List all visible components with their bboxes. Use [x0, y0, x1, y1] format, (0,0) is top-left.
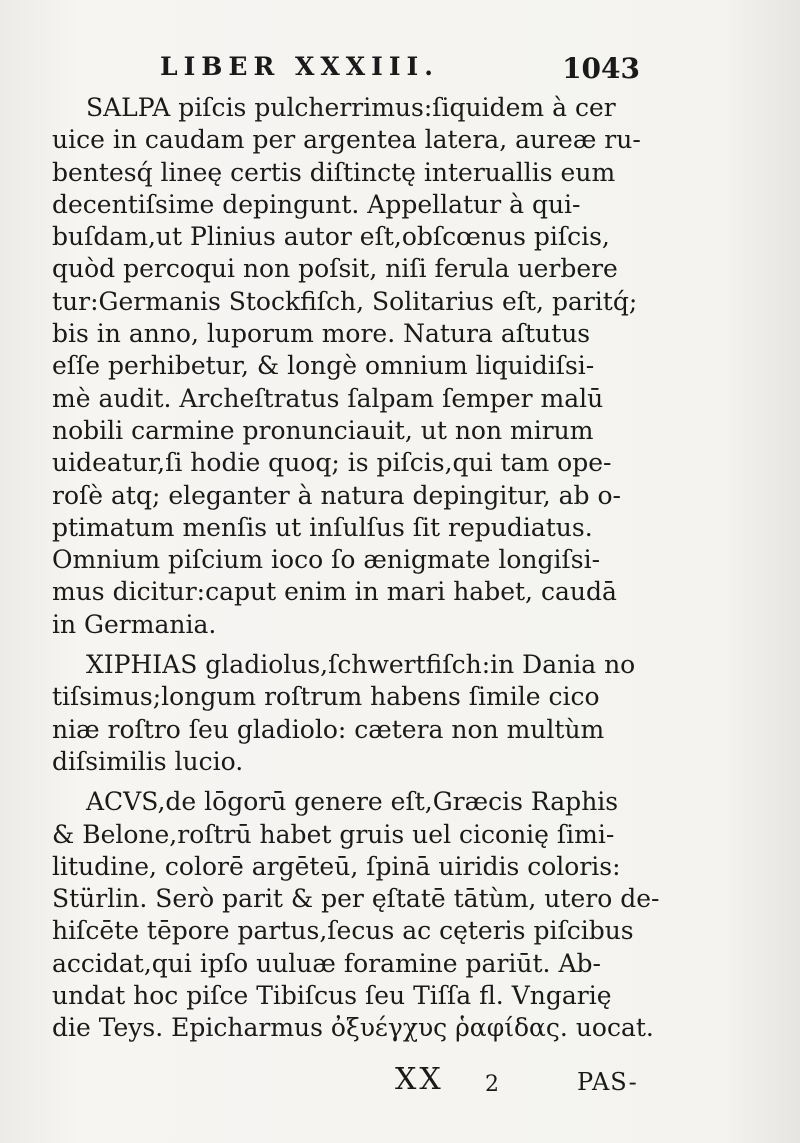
signature-number: 2: [485, 1072, 499, 1097]
text-line: tur:Germanis Stockfiſch, Solitarius eſt, paritq́;: [52, 286, 638, 316]
text-line: & Belone,roſtrū habet gruis uel ciconię ſimi-: [52, 819, 615, 849]
paragraph-gap: [52, 778, 652, 786]
text-line: bentesq́ lineę certis diſtinctę interuallis eum: [52, 157, 616, 187]
text-line: niæ roſtro ſeu gladiolo: cætera non multùm: [52, 714, 605, 744]
text-line: quòd percoqui non poſsit, niſi ferula uerbere: [52, 254, 618, 284]
text-line: nobili carmine pronunciauit, ut non mirum: [52, 415, 594, 445]
text-line: undat hoc piſce Tibiſcus ſeu Tiſſa fl. Vngarię: [52, 981, 612, 1011]
signature-mark: XX: [395, 1062, 444, 1097]
text-line: XIPHIAS gladiolus,ſchwertfiſch:in Dania no: [86, 650, 636, 680]
text-line: hiſcēte tēpore partus,ſecus ac cęteris piſcibus: [52, 916, 634, 946]
text-line: litudine, colorē argēteū, ſpinā uiridis coloris:: [52, 851, 621, 881]
text-line: tiſsimus;longum roſtrum habens ſimile cico: [52, 682, 600, 712]
text-line: Omnium piſcium ioco ſo ænigmate longiſsi-: [52, 545, 601, 575]
text-line: mè audit. Archeſtratus ſalpam ſemper malū: [52, 383, 604, 413]
body-text: [52, 92, 660, 1045]
text-line: eſſe perhibetur, & longè omnium liquidiſsi-: [52, 351, 595, 381]
text-line: uice in caudam per argentea latera, aureæ ru-: [52, 125, 641, 155]
text-line: bis in anno, luporum more. Natura aſtutus: [52, 319, 591, 349]
text-line: mus dicitur:caput enim in mari habet, caudā: [52, 577, 617, 607]
paragraph-gap: [52, 641, 652, 649]
text-line: buſdam,ut Plinius autor eſt,obſcœnus piſcis,: [52, 222, 610, 252]
text-line: ACVS,de lōgorū genere eſt,Græcis Raphis: [86, 787, 619, 817]
page-number: 1043: [562, 52, 640, 85]
text-line: roſè atq; eleganter à natura depingitur, ab o-: [52, 480, 621, 510]
text-line: accidat,qui ipſo uuluæ foramine pariūt. Ab-: [52, 948, 601, 978]
running-head: LIBER XXXIII.: [160, 52, 439, 81]
page-footer: [395, 1062, 655, 1102]
page-header: [160, 52, 640, 92]
text-line: decentiſsime depingunt. Appellatur à qui-: [52, 189, 581, 219]
catchword: PAS-: [577, 1068, 638, 1096]
text-line: ptimatum menſis ut inſulſus ſit repudiatus.: [52, 512, 593, 542]
text-line: SALPA piſcis pulcherrimus:ſiquidem à cer: [86, 93, 616, 122]
text-line: die Teys. Epicharmus ὀξυέγχυς ῥαφίδας. uocat.: [52, 1013, 654, 1043]
text-line: in Germania.: [52, 609, 217, 639]
text-line: diſsimilis lucio.: [52, 746, 244, 776]
text-line: Stürlin. Serò parit & per ęſtatē tātùm, utero de-: [52, 884, 660, 914]
text-line: uideatur,ſi hodie quoq; is piſcis,qui tam ope-: [52, 448, 612, 478]
